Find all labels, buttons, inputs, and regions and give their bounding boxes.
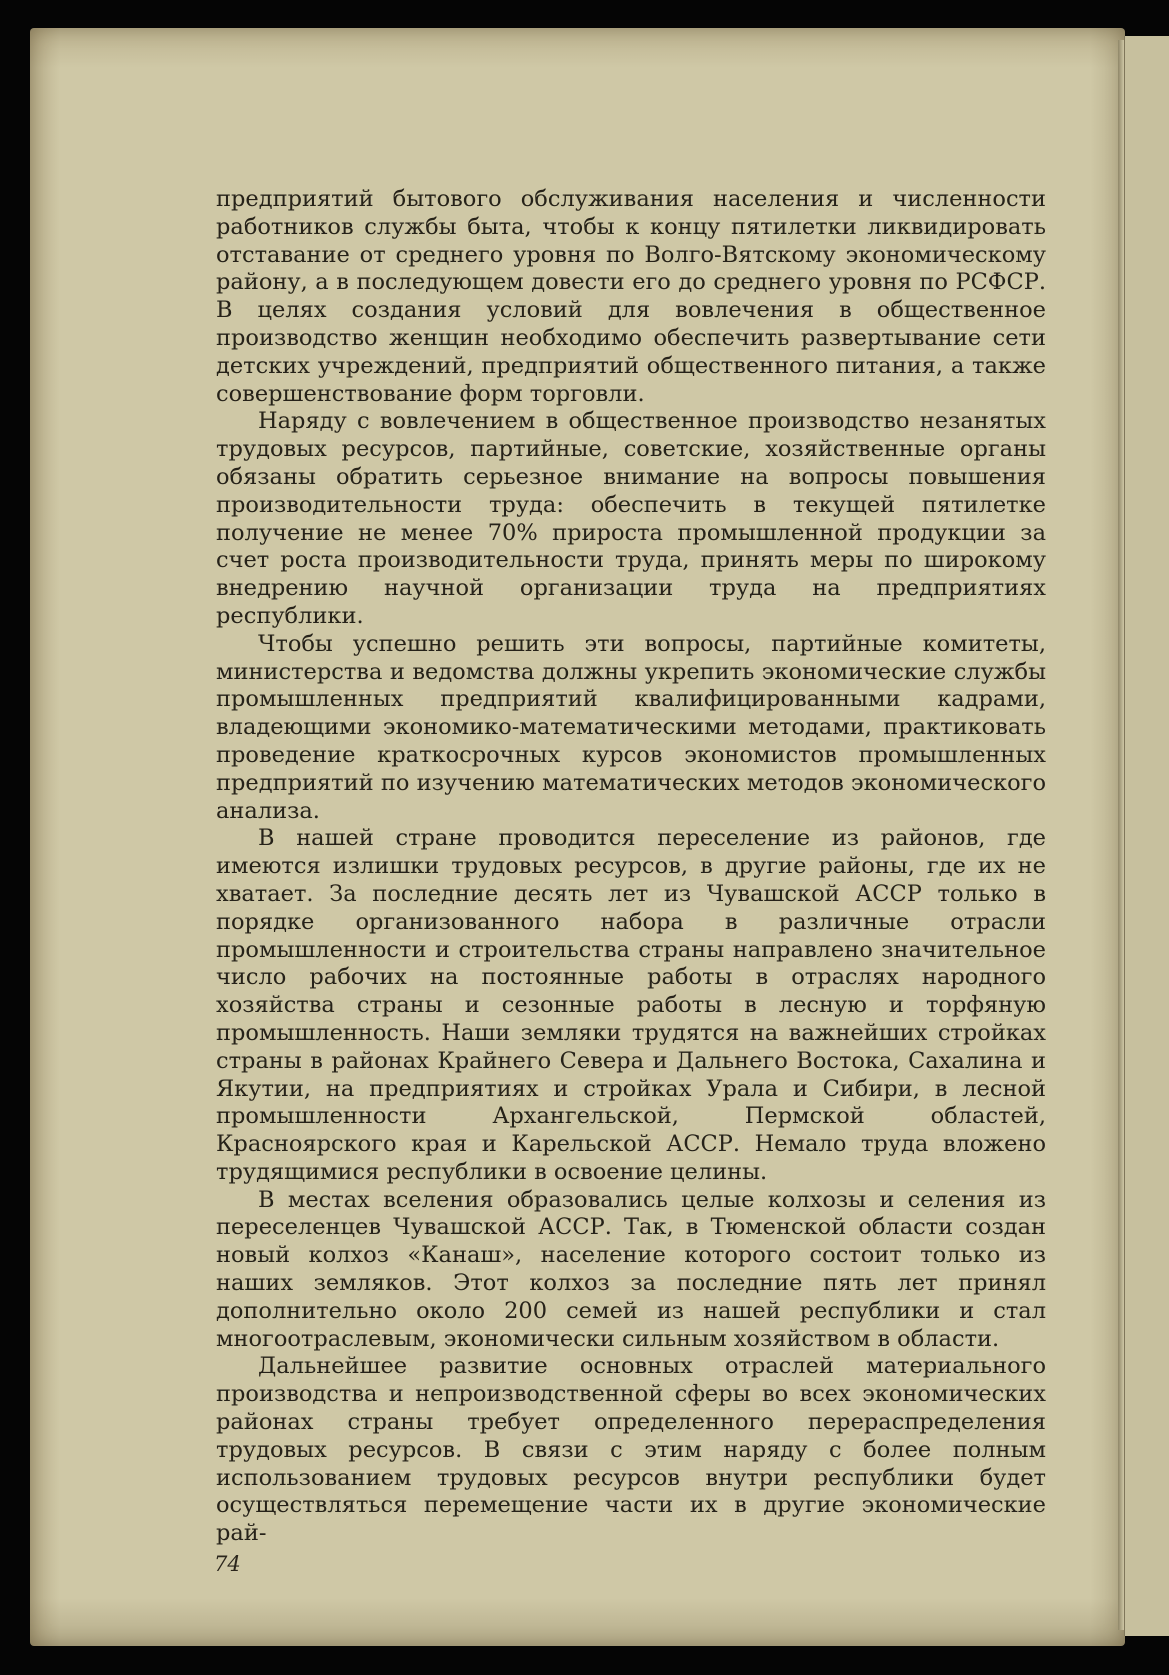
paragraph-3: Чтобы успешно решить эти вопросы, партийные комитеты, министерства и ведомства должны укрепить экономические службы промышленных предприятий квалифицированными кадрами, владеющими экономико-математическими методами, практиковать проведение краткосрочных курсов экономистов промышленных предприятий по изучению математических методов экономического анализа.	[216, 630, 1046, 824]
paragraph-5: В местах вселения образовались целые колхозы и селения из переселенцев Чувашской АССР. Так, в Тюменской области создан новый колхоз «Канаш», население которого состоит только из наших земляков. Этот колхоз за последние пять лет принял дополнительно около 200 семей из нашей республики и стал многоотраслевым, экономически сильным хозяйством в области.	[216, 1186, 1046, 1352]
paragraph-2: Наряду с вовлечением в общественное производство незанятых трудовых ресурсов, партийные, советские, хозяйственные органы обязаны обратить серьезное внимание на вопросы повышения производительности труда: обеспечить в текущей пятилетке получение не менее 70% прироста промышленной продукции за счет роста производительности труда, принять меры по широкому внедрению научной организации труда на предприятиях республики.	[216, 408, 1046, 629]
page-body-text	[216, 186, 1046, 1548]
paragraph-6: Дальнейшее развитие основных отраслей материального производства и непроизводственной сферы во всех экономических районах страны требует определенного перераспределения трудовых ресурсов. В связи с этим наряду с более полным использованием трудовых ресурсов внутри республики будет осуществляться перемещение части их в другие экономические рай-	[216, 1353, 1046, 1547]
adjacent-page-edge	[1124, 36, 1169, 1636]
book-page	[30, 28, 1125, 1646]
paragraph-4: В нашей стране проводится переселение из районов, где имеются излишки трудовых ресурсов, в другие районы, где их не хватает. За последние десять лет из Чувашской АССР только в порядке организованного набора в различные отрасли промышленности и строительства страны направлено значительное число рабочих на постоянные работы в отраслях народного хозяйства страны и сезонные работы в лесную и торфяную промышленность. Наши земляки трудятся на важнейших стройках страны в районах Крайнего Севера и Дальнего Востока, Сахалина и Якутии, на предприятиях и стройках Урала и Сибири, в лесной промышленности Архангельской, Пермской областей, Красноярского края и Карельской АССР. Немало труда вложено трудящимися республики в освоение целины.	[216, 825, 1046, 1185]
page-number: 74	[214, 1552, 241, 1576]
paragraph-1: предприятий бытового обслуживания населения и численности работников службы быта, чтобы к концу пятилетки ликвидировать отставание от среднего уровня по Волго-Вятскому экономическому району, а в последующем довести его до среднего уровня по РСФСР. В целях создания условий для вовлечения в общественное производство женщин необходимо обеспечить развертывание сети детских учреждений, предприятий общественного питания, а также совершенствование форм торговли.	[216, 186, 1046, 407]
